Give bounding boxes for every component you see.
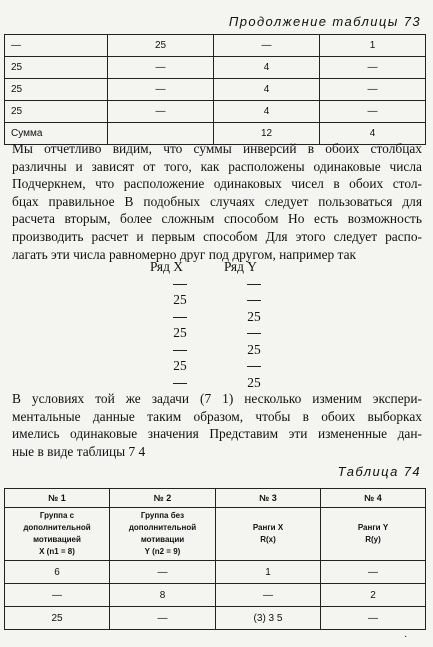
table-row xyxy=(5,561,426,584)
series-x-value xyxy=(150,375,210,392)
table-cell: (3) 3 5 xyxy=(216,607,321,630)
text-line: бцах правильное В подобных случаях следует пользоваться для xyxy=(12,193,422,209)
series-y-value xyxy=(224,292,284,309)
subheader-line: мотивацией xyxy=(33,535,81,544)
series-y-value xyxy=(224,358,284,375)
text-line: различны и зависят от того, как расположены одинаковые числа xyxy=(12,158,422,174)
subheader-line: R(x) xyxy=(260,535,276,544)
dash-mark xyxy=(173,383,187,384)
text-line: ные в виде таблицы 7 4 xyxy=(12,443,146,459)
table-cell: — xyxy=(321,607,426,630)
series-x-value xyxy=(150,276,210,293)
subheader-row xyxy=(5,508,426,561)
paragraph-1 xyxy=(12,140,422,263)
table73-caption: Продолжение таблицы 73 xyxy=(228,14,421,29)
table-cell: — xyxy=(108,57,214,79)
table-cell: — xyxy=(214,35,320,57)
paragraph-2 xyxy=(12,390,422,460)
table-cell: 4 xyxy=(214,57,320,79)
subheader-line: дополнительной xyxy=(128,523,197,532)
table-cell: 25 xyxy=(5,57,108,79)
table-cell: 4 xyxy=(320,123,426,145)
dash-mark xyxy=(247,284,261,285)
series-x-column xyxy=(150,259,210,391)
table-row xyxy=(5,57,426,79)
table-cell: — xyxy=(110,561,216,584)
subheader-cell xyxy=(110,508,216,561)
subheader-line: дополнительной xyxy=(23,523,91,532)
table-row xyxy=(5,101,426,123)
table-cell: — xyxy=(108,79,214,101)
text-line: лагать эти числа равномерно друг под другом, например так xyxy=(12,246,357,262)
text-line: ментальные данные таким образом, чтобы в обоих выборках xyxy=(12,408,422,424)
table-73 xyxy=(4,34,426,145)
subheader-cell xyxy=(321,508,426,561)
table-cell: — xyxy=(320,79,426,101)
table-cell: — xyxy=(110,607,216,630)
series-y-value: 25 xyxy=(247,308,261,324)
table-cell: 25 xyxy=(5,79,108,101)
table-74 xyxy=(4,488,426,630)
table-row xyxy=(5,79,426,101)
table-cell: 6 xyxy=(5,561,110,584)
series-y-value xyxy=(224,325,284,342)
dash-mark xyxy=(173,350,187,351)
series-x-value xyxy=(150,342,210,359)
table-cell: 12 xyxy=(214,123,320,145)
subheader-line: Группа с xyxy=(39,511,75,520)
table-cell: — xyxy=(320,101,426,123)
table-row xyxy=(5,35,426,57)
subheader-line: Группа без xyxy=(140,511,185,520)
series-y-value: 25 xyxy=(247,341,261,357)
column-header: № 4 xyxy=(321,489,426,508)
text-line: В условиях той же задачи (7 1) несколько изменим экспери- xyxy=(12,391,422,406)
text-line: Мы отчетливо видим, что суммы инверсий в обоих столбцах xyxy=(12,141,422,156)
subheader-line: Ранги X xyxy=(252,523,284,532)
dash-mark xyxy=(173,284,187,285)
column-header: № 3 xyxy=(216,489,321,508)
table-cell: — xyxy=(5,584,110,607)
series-y-value: 25 xyxy=(247,374,261,390)
table-row xyxy=(5,607,426,630)
dash-mark xyxy=(247,300,261,301)
series-x-value xyxy=(150,309,210,326)
table-cell: 25 xyxy=(5,607,110,630)
footer-mark: · xyxy=(404,632,408,643)
table-cell: 4 xyxy=(214,101,320,123)
table-cell: 1 xyxy=(320,35,426,57)
table-row xyxy=(5,584,426,607)
dash-mark xyxy=(247,366,261,367)
series-x-value: 25 xyxy=(173,358,187,373)
table-cell: — xyxy=(108,101,214,123)
subheader-line: Ранги Y xyxy=(357,523,389,532)
table-cell: 1 xyxy=(216,561,321,584)
subheader-cell xyxy=(216,508,321,561)
series-y-label: Ряд Y xyxy=(224,259,257,274)
text-line: Подчеркнем, что расположение одинаковых чисел в обоих стол- xyxy=(12,176,422,192)
series-y-column xyxy=(224,259,284,391)
table74-caption: Таблица 74 xyxy=(337,464,421,479)
text-line: расчета вторым, более сложным способом Но есть возможность xyxy=(12,211,422,227)
series-y-value xyxy=(224,276,284,293)
text-line: имелись одинаковые значения Представим эти измененные дан- xyxy=(12,426,422,442)
table-cell: 4 xyxy=(214,79,320,101)
subheader-line: Y (n2 = 9) xyxy=(144,547,181,556)
table-cell: — xyxy=(216,584,321,607)
series-x-value: 25 xyxy=(173,325,187,340)
table-cell: 8 xyxy=(110,584,216,607)
subheader-line: X (n1 = 8) xyxy=(39,547,75,556)
column-header: № 1 xyxy=(5,489,110,508)
table-cell: — xyxy=(320,57,426,79)
table-cell: 25 xyxy=(5,101,108,123)
subheader-line: R(y) xyxy=(365,535,381,544)
table-cell: 25 xyxy=(108,35,214,57)
table-cell: — xyxy=(321,561,426,584)
subheader-line: мотивации xyxy=(140,535,185,544)
series-x-value: 25 xyxy=(173,292,187,307)
table-cell: 2 xyxy=(321,584,426,607)
subheader-cell xyxy=(5,508,110,561)
dash-mark xyxy=(247,333,261,334)
table-cell: Сумма xyxy=(5,123,108,145)
text-line: производить расчет и первым способом Для этого следует распо- xyxy=(12,228,422,244)
column-header: № 2 xyxy=(110,489,216,508)
series-x-label: Ряд X xyxy=(150,259,183,274)
dash-mark xyxy=(173,317,187,318)
table-cell: — xyxy=(5,35,108,57)
